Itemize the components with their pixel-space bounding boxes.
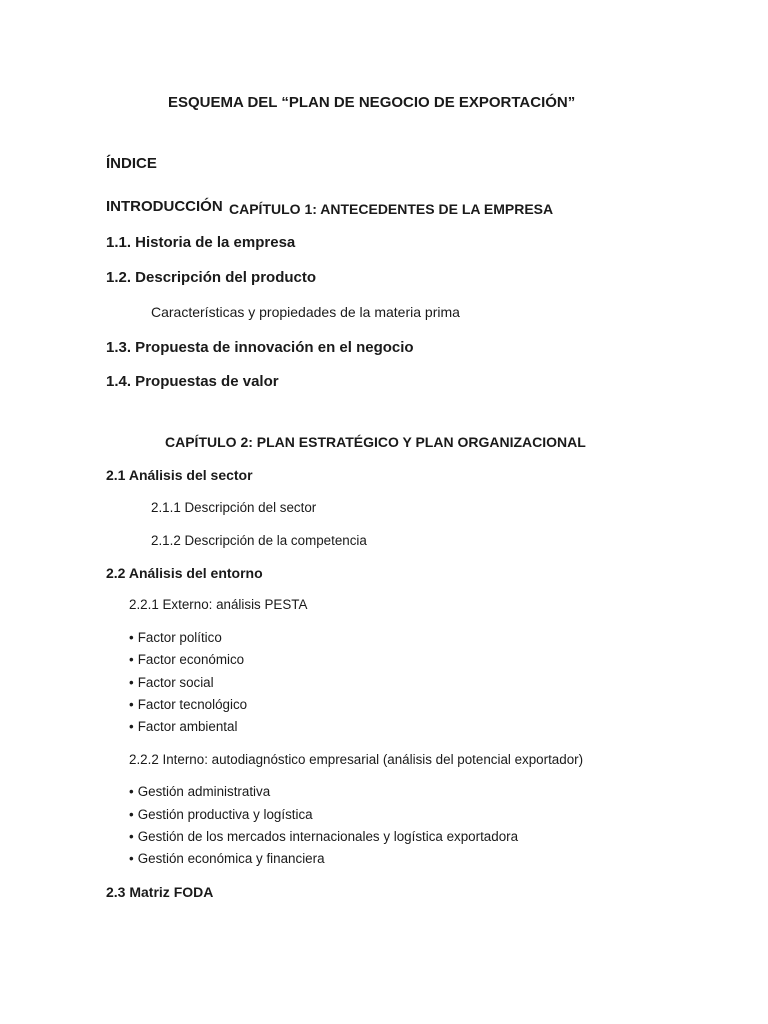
section-2-2-2: 2.2.2 Interno: autodiagnóstico empresarial (análisis del potencial exportador) — [129, 752, 584, 767]
section-1-2: 1.2. Descripción del producto — [106, 269, 317, 286]
list-item — [129, 829, 518, 844]
list-item-label: Factor político — [137, 630, 222, 645]
list-item — [129, 652, 244, 667]
bullet: • — [129, 697, 134, 712]
section-1-4: 1.4. Propuestas de valor — [106, 373, 279, 390]
index-heading: ÍNDICE — [106, 155, 157, 172]
bullet: • — [129, 630, 134, 645]
chapter-1-heading: CAPÍTULO 1: ANTECEDENTES DE LA EMPRESA — [229, 201, 554, 217]
list-item — [129, 697, 247, 712]
list-item — [129, 675, 214, 690]
section-2-2: 2.2 Análisis del entorno — [106, 565, 263, 581]
document-title: ESQUEMA DEL “PLAN DE NEGOCIO DE EXPORTACIÓN” — [168, 94, 576, 111]
section-2-1-2: 2.1.2 Descripción de la competencia — [151, 533, 367, 548]
section-2-2-1: 2.2.1 Externo: análisis PESTA — [129, 597, 308, 612]
bullet: • — [129, 719, 134, 734]
list-item-label: Factor ambiental — [137, 719, 238, 734]
list-item-label: Gestión productiva y logística — [137, 807, 313, 822]
list-item-label: Factor social — [137, 675, 214, 690]
list-item-label: Factor tecnológico — [137, 697, 248, 712]
list-item-label: Gestión de los mercados internacionales y logística exportadora — [137, 829, 519, 844]
list-item — [129, 719, 237, 734]
bullet: • — [129, 829, 134, 844]
list-item-label: Factor económico — [137, 652, 245, 667]
list-item — [129, 784, 270, 799]
bullet: • — [129, 652, 134, 667]
list-item-label: Gestión económica y financiera — [137, 851, 325, 866]
section-2-3: 2.3 Matriz FODA — [106, 884, 214, 900]
section-2-1: 2.1 Análisis del sector — [106, 467, 253, 483]
bullet: • — [129, 675, 134, 690]
section-1-2-subitem: Características y propiedades de la materia prima — [151, 304, 460, 320]
section-2-1-1: 2.1.1 Descripción del sector — [151, 500, 317, 515]
section-1-1: 1.1. Historia de la empresa — [106, 234, 296, 251]
bullet: • — [129, 851, 134, 866]
chapter-2-heading: CAPÍTULO 2: PLAN ESTRATÉGICO Y PLAN ORGANIZACIONAL — [165, 434, 586, 450]
list-item-label: Gestión administrativa — [137, 784, 271, 799]
list-item — [129, 807, 313, 822]
list-item — [129, 630, 222, 645]
section-1-3: 1.3. Propuesta de innovación en el negocio — [106, 339, 414, 356]
bullet: • — [129, 807, 134, 822]
introduction-heading: INTRODUCCIÓN — [106, 198, 223, 215]
list-item — [129, 851, 325, 866]
bullet: • — [129, 784, 134, 799]
